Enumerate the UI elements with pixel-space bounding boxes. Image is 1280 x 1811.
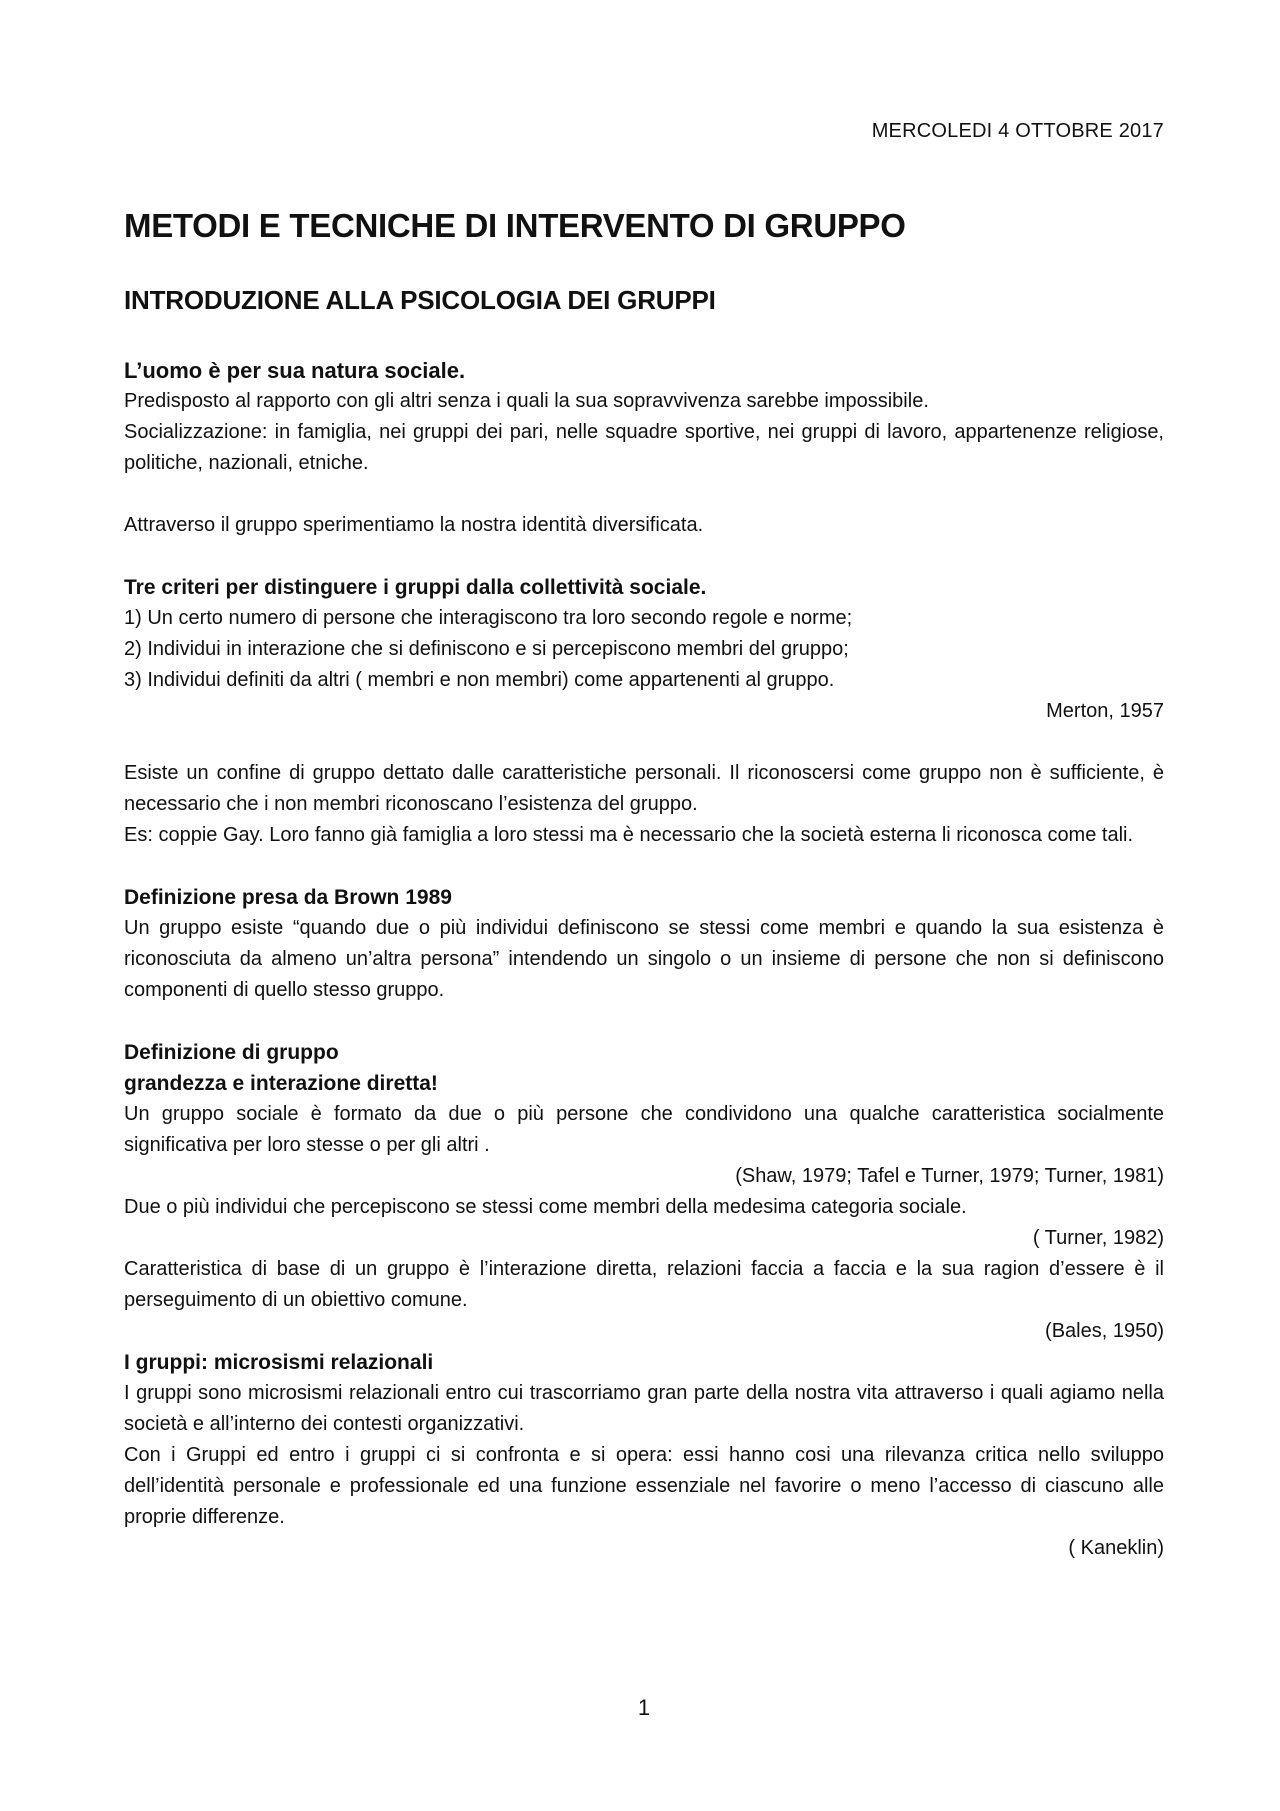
paragraph: Con i Gruppi ed entro i gruppi ci si confronta e si opera: essi hanno cosi una rilevanza critica nello sviluppo dell’identità personale e professionale ed una funzione essenziale nel favorire o meno l’accesso di ciascuno alle proprie differenze. [124, 1444, 1164, 1528]
paragraph: Un gruppo sociale è formato da due o più persone che condividono una qualche caratteristica socialmente significativa per loro stesse o per gli altri . [124, 1103, 1164, 1156]
spacer [124, 541, 1164, 572]
paragraph: Attraverso il gruppo sperimentiamo la nostra identità diversificata. [124, 514, 704, 536]
list-item: 2) Individui in interazione che si definiscono e si percepiscono membri del gruppo; [124, 638, 849, 660]
page-number: 1 [637, 1695, 651, 1720]
paragraph: Un gruppo esiste “quando due o più individui definiscono se stessi come membri e quando la sua esistenza è riconosciuta da almeno un’altra persona” intendendo un singolo o un insieme di persone che non si definiscono componenti di quello stesso gruppo. [124, 917, 1164, 1001]
paragraph: I gruppi sono microsismi relazionali entro cui trascorriamo gran parte della nostra vita attraverso i quali agiamo nella società e all’interno dei contesti organizzativi. [124, 1382, 1164, 1435]
section-subheading: grandezza e interazione diretta! [124, 1072, 438, 1095]
spacer [124, 727, 1164, 758]
document-subtitle: INTRODUZIONE ALLA PSICOLOGIA DEI GRUPPI [124, 285, 716, 315]
paragraph: Caratteristica di base di un gruppo è l’interazione diretta, relazioni faccia a faccia e la sua ragion d’essere è il perseguimento di un obiettivo comune. [124, 1258, 1164, 1311]
document-date: MERCOLEDI 4 OTTOBRE 2017 [871, 120, 1164, 142]
section-heading-microsismi: I gruppi: microsismi relazionali [124, 1351, 434, 1374]
citation: (Shaw, 1979; Tafel e Turner, 1979; Turner, 1981) [735, 1165, 1164, 1187]
list-item: 3) Individui definiti da altri ( membri e non membri) come appartenenti al gruppo. [124, 669, 835, 691]
section-heading-criteri: Tre criteri per distinguere i gruppi dalla collettività sociale. [124, 576, 707, 599]
paragraph: Es: coppie Gay. Loro fanno già famiglia a loro stessi ma è necessario che la società esterna li riconosca come tali. [124, 824, 1134, 846]
section-heading-brown: Definizione presa da Brown 1989 [124, 886, 452, 909]
citation: ( Turner, 1982) [1032, 1227, 1164, 1249]
section-heading-definizione: Definizione di gruppo [124, 1041, 339, 1064]
citation: (Bales, 1950) [1045, 1320, 1164, 1342]
spacer [124, 851, 1164, 882]
document-title: METODI E TECNICHE DI INTERVENTO DI GRUPPO [124, 207, 906, 244]
list-item: 1) Un certo numero di persone che interagiscono tra loro secondo regole e norme; [124, 607, 853, 629]
citation: Merton, 1957 [1046, 700, 1164, 722]
paragraph: Socializzazione: in famiglia, nei gruppi dei pari, nelle squadre sportive, nei gruppi di lavoro, appartenenze religiose, politiche, nazionali, etniche. [124, 421, 1164, 474]
paragraph: Due o più individui che percepiscono se stessi come membri della medesima categoria sociale. [124, 1196, 967, 1218]
document-body [124, 355, 1164, 1564]
paragraph: Predisposto al rapporto con gli altri senza i quali la sua sopravvivenza sarebbe impossibile. [124, 390, 929, 412]
document-page [124, 0, 1164, 1811]
spacer [124, 1006, 1164, 1037]
criteria-list [124, 603, 1164, 696]
spacer [124, 479, 1164, 510]
paragraph: Esiste un confine di gruppo dettato dalle caratteristiche personali. Il riconoscersi come gruppo non è sufficiente, è necessario che i non membri riconoscano l’esistenza del gruppo. [124, 762, 1164, 815]
section-heading-intro: L’uomo è per sua natura sociale. [124, 358, 466, 383]
citation: ( Kaneklin) [1068, 1537, 1164, 1559]
